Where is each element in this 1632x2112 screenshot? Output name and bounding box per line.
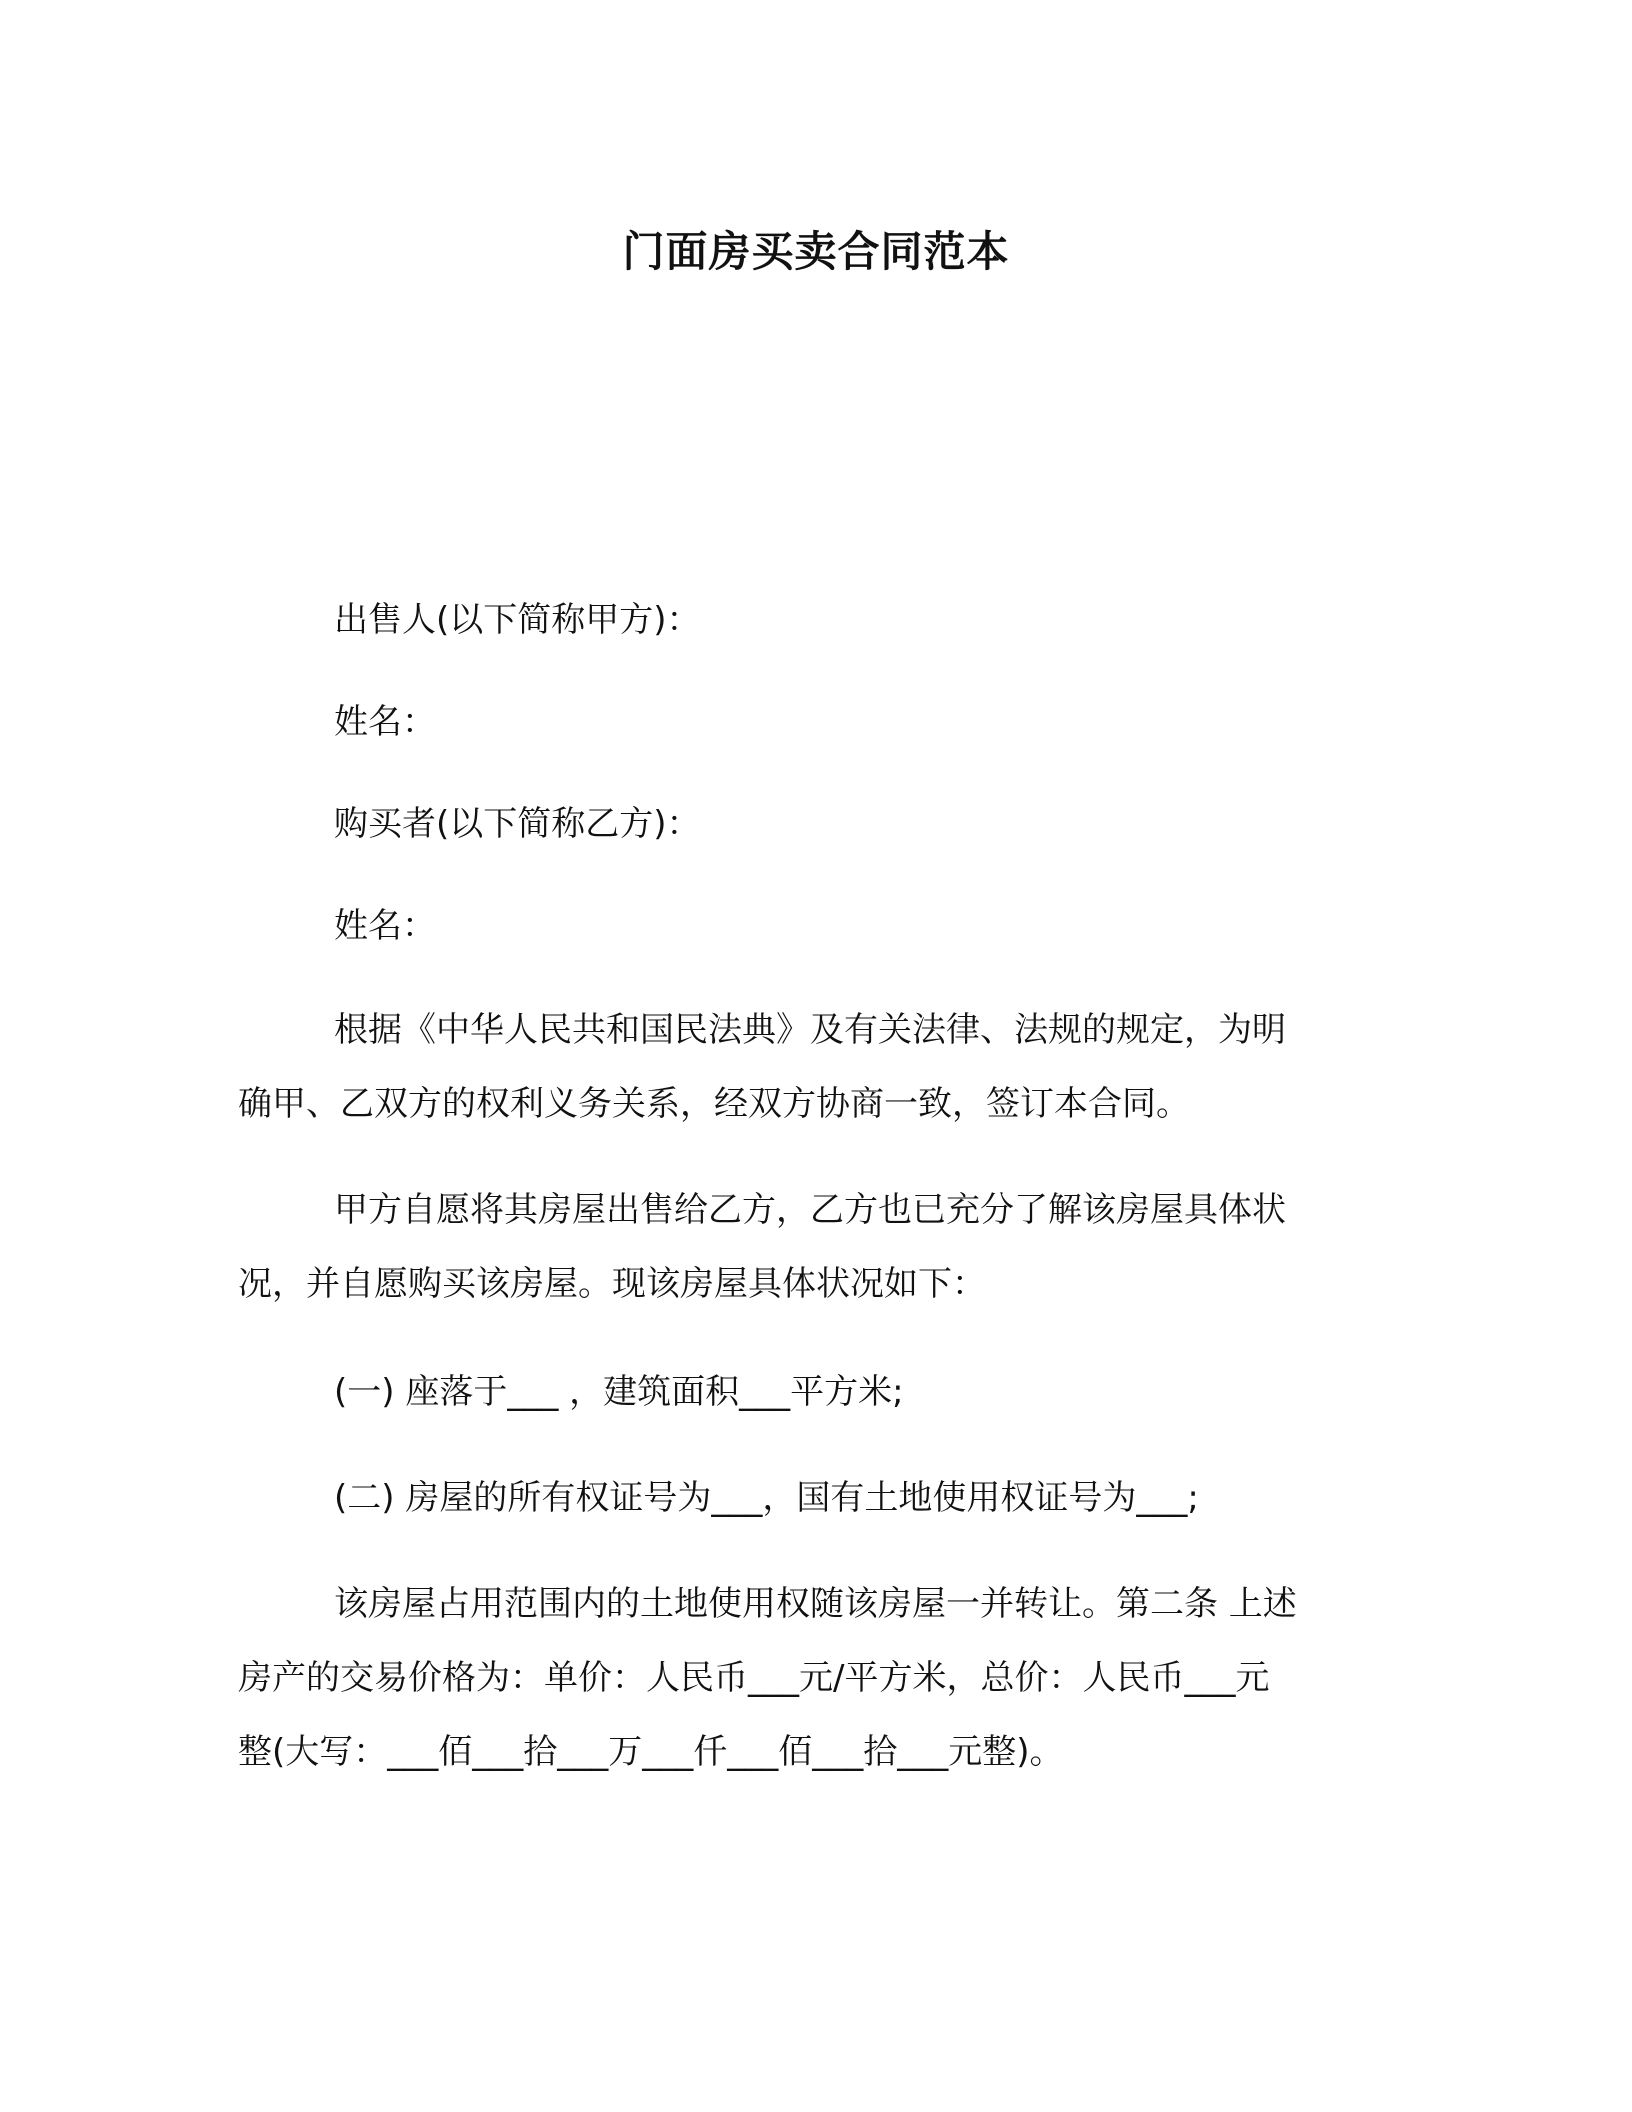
seller-label: 出售人(以下简称甲方)： xyxy=(334,600,701,640)
price-clause-line-3: 整(大写：___佰___拾___万___仟___佰___拾___元整)。 xyxy=(238,1732,1064,1772)
buyer-name-label: 姓名： xyxy=(334,906,436,946)
seller-name-label: 姓名： xyxy=(334,702,436,742)
property-location-clause: (一) 座落于___ ，建筑面积___平方米; xyxy=(334,1372,904,1412)
price-clause-line-2: 房产的交易价格为：单价：人民币___元/平方米，总价：人民币___元 xyxy=(238,1658,1270,1698)
legal-basis-line-2: 确甲、乙双方的权利义务关系，经双方协商一致，签订本合同。 xyxy=(238,1084,1190,1124)
document-title: 门面房买卖合同范本 xyxy=(622,227,1010,276)
legal-basis-line-1: 根据《中华人民共和国民法典》及有关法律、法规的规定，为明 xyxy=(334,1010,1286,1050)
property-intro-line-2: 况，并自愿购买该房屋。现该房屋具体状况如下： xyxy=(238,1264,986,1304)
buyer-label: 购买者(以下简称乙方)： xyxy=(334,804,701,844)
price-clause-line-1: 该房屋占用范围内的土地使用权随该房屋一并转让。第二条 上述 xyxy=(334,1584,1297,1624)
property-certificate-clause: (二) 房屋的所有权证号为___，国有土地使用权证号为___; xyxy=(334,1478,1199,1518)
property-intro-line-1: 甲方自愿将其房屋出售给乙方，乙方也已充分了解该房屋具体状 xyxy=(334,1190,1286,1230)
